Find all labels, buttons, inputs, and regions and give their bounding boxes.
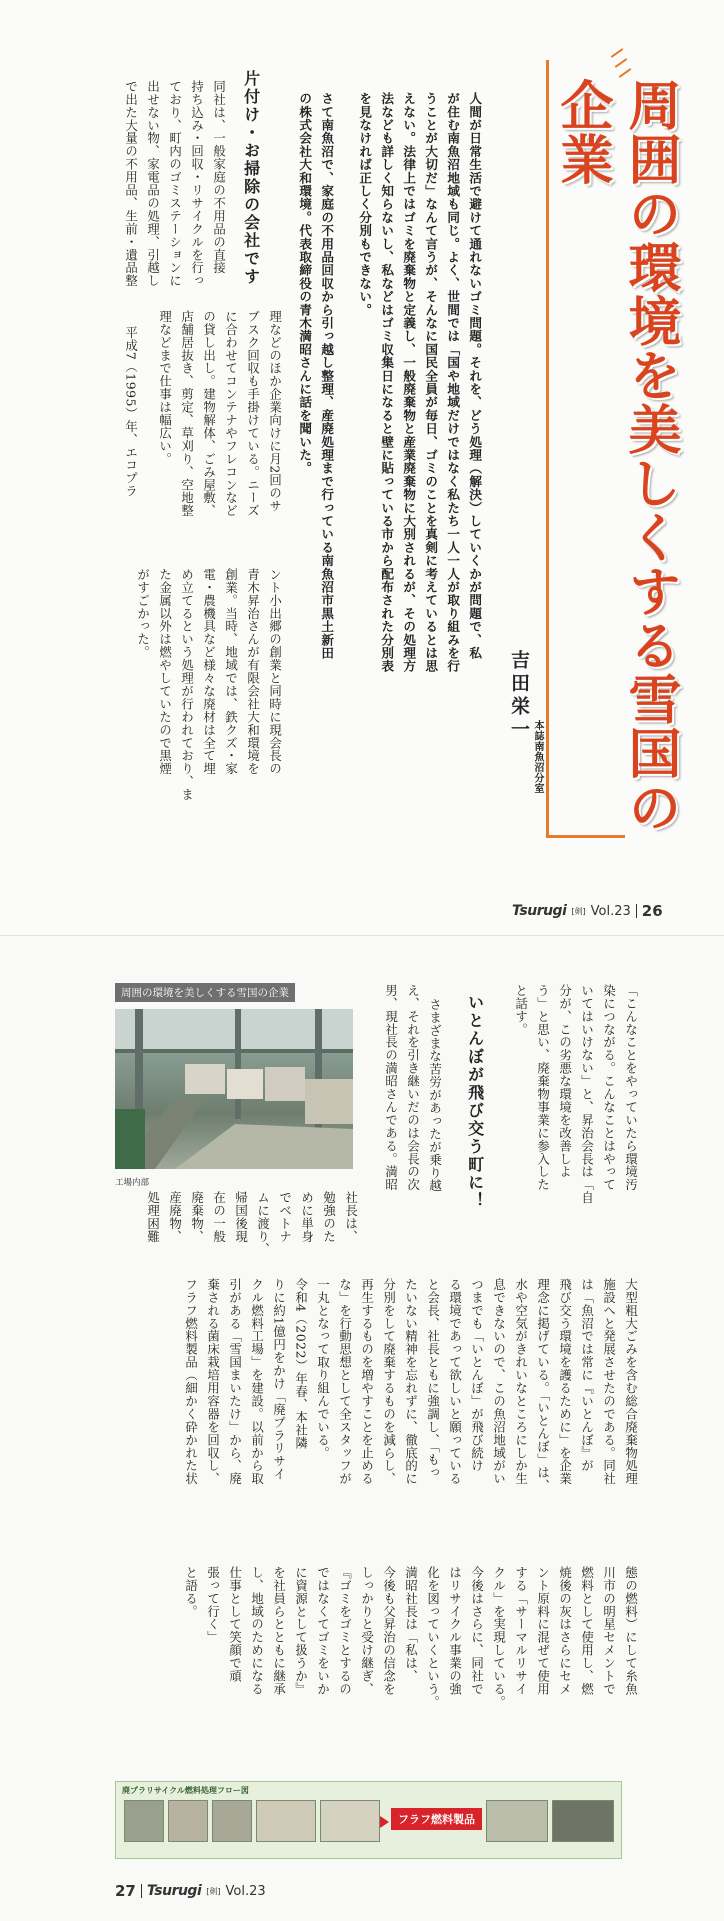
page-footer (115, 1882, 266, 1900)
lead-line: を見なければ正しく分別もできない。 (357, 92, 373, 317)
lead-line: 人間が日常生活で避けて通れないゴミ問題。それを、どう処理（解決）していくかが問題で、私 (467, 92, 483, 660)
body-line: はリサイクル事業の強 (447, 1566, 463, 1696)
body-line: 理念に掲げている。「いとんぼ」は、 (535, 1278, 551, 1492)
volume-number: Vol.23 (225, 1883, 266, 1899)
magazine-logo-sub: [剣] (571, 906, 586, 916)
flow-step-image (320, 1800, 380, 1842)
body-line: 分別をして廃棄するものを減らし、 (381, 1278, 397, 1486)
body-line: う」と思い、廃棄物事業に参入した (535, 984, 551, 1192)
flow-arrow-icon (380, 1816, 389, 1828)
author-name: 吉田栄一 (508, 650, 530, 742)
body-line: 焼後の灰はさらにセメ (557, 1566, 573, 1696)
series-label: 周囲の環境を美しくする雪国の企業 (115, 983, 295, 1002)
body-line: 満昭社長は「私は、 (403, 1566, 419, 1683)
magazine-page-27 (0, 935, 724, 1921)
page-footer (512, 902, 663, 920)
body-line: 張って行く」 (205, 1566, 221, 1644)
body-line: でベトナ (277, 1191, 293, 1243)
body-line: りに約1億円をかけ「廃プラリサイ (271, 1278, 287, 1481)
body-line: 再生するものを増やすことを止める (359, 1278, 375, 1486)
body-line: ムに渡り、 (255, 1191, 271, 1256)
body-line: で出た大量の不用品、生前・遺品整 (123, 80, 139, 288)
body-line: つまでも「いとんぼ」が飛び続け (469, 1278, 485, 1473)
lead-line: が住む南魚沼地域も同じ。よく、世間では「国や地域だけではなく私たち一人一人が取り組みを行 (445, 92, 461, 673)
body-line: 在の一般 (211, 1191, 227, 1243)
body-line: 社長は、 (343, 1191, 359, 1243)
lead-line: さて南魚沼で、家庭の不用品回収から引っ越し整理、産廃処理まで行っている南魚沼市黒土新田 (319, 92, 335, 660)
body-line: 電・農機具など様々な廃材は全て埋 (201, 568, 217, 776)
body-line: 飛び交う環境を護るために」を企業 (557, 1278, 573, 1486)
body-line: 青木昇治さんが有限会社大和環境を (245, 568, 261, 776)
body-line: する「サーマルリサイ (513, 1566, 529, 1696)
body-line: フラフ燃料製品（細かく砕かれた状 (183, 1278, 199, 1486)
body-line: クル」を実現している。 (491, 1566, 507, 1709)
body-line: ント原料に混ぜて使用 (535, 1566, 551, 1696)
body-line: 燃料として使用し、燃 (579, 1566, 595, 1696)
lead-line: 法なども詳しく知らないし、私などはゴミ収集日になると壁に貼っている市から配布された分別表 (379, 92, 395, 673)
lead-line: の株式会社大和環境。代表取締役の青木満昭さんに話を聞いた。 (297, 92, 313, 475)
section-subhead: いとんぼが飛び交う町に！ (465, 994, 485, 1210)
footer-divider (141, 1884, 142, 1898)
page-number: 27 (115, 1882, 136, 1900)
body-line: 仕事として笑顔で頑 (227, 1566, 243, 1683)
body-line: 川市の明星セメントで (601, 1566, 617, 1696)
body-line: 店舗居抜き、剪定、草刈り、空地整 (179, 310, 195, 518)
body-line: の貸し出し。建物解体、ごみ屋敷、 (201, 310, 217, 518)
flow-step-image (168, 1800, 208, 1842)
body-line: る環境であって欲しいと願っている (447, 1278, 463, 1486)
volume-number: Vol.23 (590, 903, 631, 919)
body-line: 持ち込み・回収・リサイクルを行っ (189, 80, 205, 288)
body-line: た金属以外は燃やしていたので黒煙 (157, 568, 173, 776)
body-line: いてはいけない」と、昇治会長は「自 (579, 984, 595, 1205)
body-line: 一丸となって取り組んでいる。 (315, 1278, 331, 1460)
title-decoration (611, 48, 624, 58)
body-line: 帰国後現 (233, 1191, 249, 1243)
body-line: 水や空気がきれいなところにしか生 (513, 1278, 529, 1486)
body-line: 男、現社長の満昭さんである。満昭 (383, 984, 399, 1192)
body-line: しっかりと受け継ぎ、 (359, 1566, 375, 1696)
body-line: え、それを引き継いだのは会長の次 (405, 984, 421, 1192)
body-line: に資源として扱うか』 (293, 1566, 309, 1696)
flow-product-image (486, 1800, 548, 1842)
magazine-logo: Tsurugi (146, 1883, 202, 1899)
body-line: 平成7（1995）年、エコプラ (123, 326, 139, 498)
body-line: 引がある「雪国まいたけ」から、廃 (227, 1278, 243, 1486)
page-number: 26 (641, 902, 663, 920)
body-line: 大型粗大ごみを含む総合廃棄物処理 (623, 1278, 639, 1486)
body-line: 勉強のた (321, 1191, 337, 1243)
article-title: 周囲の環境を美しくする雪国の企業 (552, 78, 681, 834)
body-line: 処理困難 (145, 1191, 161, 1243)
body-line: 態の燃料）にして糸魚 (623, 1566, 639, 1696)
author-affiliation: 本誌南魚沼分室 (532, 720, 543, 794)
magazine-logo: Tsurugi (512, 903, 567, 919)
body-line: し、地域のためになる (249, 1566, 265, 1696)
body-line: ブスク回収も手掛けている。ニーズ (245, 310, 261, 518)
body-line: 施設へと発展させたのである。同社 (601, 1278, 617, 1486)
body-line: 理などのほか企業向けに月2回のサ (267, 310, 283, 513)
body-line: ており、町内のゴミステーションに (167, 80, 183, 288)
body-line: と話す。 (513, 984, 529, 1036)
flow-step-image (212, 1800, 252, 1842)
flow-product-image (552, 1800, 614, 1842)
body-line: に合わせてコンテナやフレコンなど (223, 310, 239, 518)
recycling-flow-diagram (115, 1781, 622, 1859)
flow-diagram-title: 廃プラリサイクル燃料処理フロー図 (122, 1786, 249, 1795)
body-line: な」を行動思想として全スタッフが (337, 1278, 353, 1486)
body-line: を社員らとともに継承 (271, 1566, 287, 1696)
body-line: ント小出郷の創業と同時に現会長の (267, 568, 283, 776)
photo-caption: 工場内部 (115, 1178, 150, 1188)
body-line: 創業。当時、地域では、鉄クズ・家 (223, 568, 239, 776)
body-line: と会長、社長ともに強調し、「もっ (425, 1278, 441, 1479)
body-line: は「魚沼では常に『いとんぼ』が (579, 1278, 595, 1473)
body-line: 分が、この劣悪な環境を改善しよ (557, 984, 573, 1179)
lead-line: えない。法律上ではゴミを廃棄物と定義し、一般廃棄物と産業廃棄物に大別されるが、その処理方 (401, 92, 417, 673)
body-line: 息できないので、この魚沼地域がい (491, 1278, 507, 1486)
body-line: ではなくてゴミをいか (315, 1566, 331, 1696)
body-line: たいない精神を忘れずに、徹底的に (403, 1278, 419, 1486)
body-line: 廃棄物、 (189, 1191, 205, 1243)
body-line: 今後はさらに、同社で (469, 1566, 485, 1696)
flow-step-image (124, 1800, 164, 1842)
body-line: 同社は、一般家庭の不用品の直接 (211, 80, 227, 275)
body-line: クル燃料工場」を建設。以前から取 (249, 1278, 265, 1486)
footer-divider (636, 904, 637, 918)
section-subhead: 片付け・お掃除の会社です (241, 70, 261, 286)
body-line: さまざまな苦労があったが乗り越 (427, 998, 443, 1193)
flow-step-image (256, 1800, 316, 1842)
body-line: 染につながる。こんなことはやって (601, 984, 617, 1192)
lead-line: うことが大切だ」なんて言うが、そんなに国民全員が毎日、ゴミのことを真剣に考えているとは思 (423, 92, 439, 673)
body-line: め立てるという処理が行われており、ま (179, 568, 195, 802)
factory-photo (115, 1009, 353, 1169)
body-line: 棄される菌床栽培用容器を回収し、 (205, 1278, 221, 1486)
body-line: 産廃物、 (167, 1191, 183, 1243)
body-line: 令和4（2022）年春、本社隣 (293, 1278, 309, 1450)
flow-product-label: フラフ燃料製品 (391, 1808, 482, 1830)
body-line: 『ゴミをゴミとするの (337, 1566, 353, 1696)
body-line: めに単身 (299, 1191, 315, 1243)
body-line: 「こんなことをやっていたら環境汚 (623, 984, 639, 1192)
body-line: 今後も父昇治の信念を (381, 1566, 397, 1696)
body-line: 理などまで仕事は幅広い。 (157, 310, 173, 466)
body-line: 化を図っていくという。 (425, 1566, 441, 1709)
factory-illustration (115, 1009, 353, 1169)
body-line: がすごかった。 (135, 568, 151, 659)
magazine-logo-sub: [剣] (206, 1886, 221, 1896)
magazine-page-26 (0, 0, 724, 935)
body-line: と語る。 (183, 1566, 199, 1618)
body-line: 出せない物、家電品の処理、引越し (145, 80, 161, 288)
